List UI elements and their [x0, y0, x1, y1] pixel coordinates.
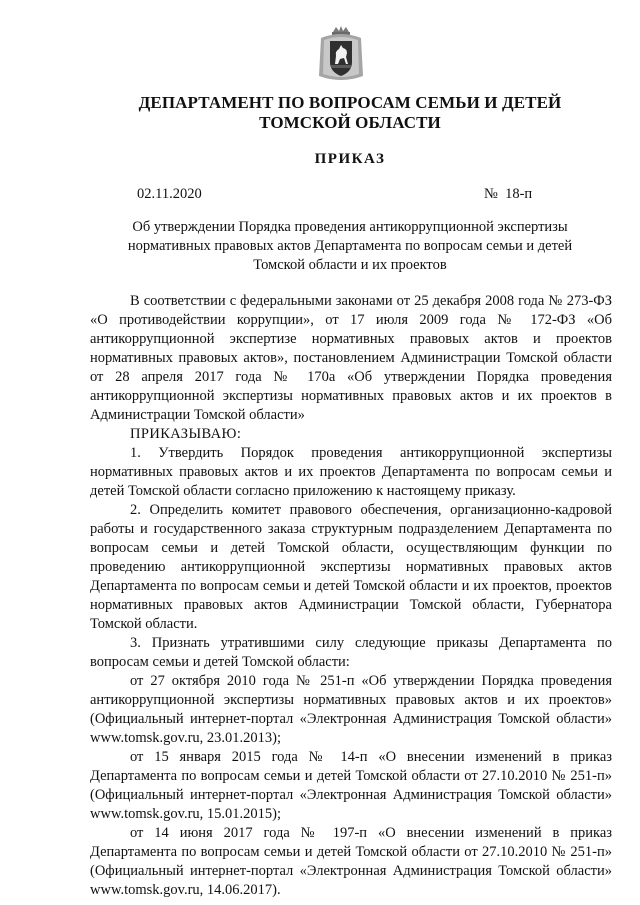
clause-2: 2. Определить комитет правового обеспечения, организационно-кадровой работы и государственного заказа структурным подразделением Департамента по вопросам семьи и детей Томской области, осуществляющим функции по проведению антикоррупционной экспертизы нормативных правовых актов Департамента по вопросам семьи и детей Томской области и их проектов, проектов нормативных правовых актов Администрации Томской области, Губернатора Томской области.	[90, 502, 612, 632]
subject-line: нормативных правовых актов Департамента по вопросам семьи и детей	[127, 238, 573, 254]
organization-name-line2: ТОМСКОЙ ОБЛАСТИ	[259, 113, 441, 132]
document-date: 02.11.2020	[137, 186, 202, 202]
subject-line: Об утверждении Порядка проведения антикоррупционной экспертизы	[132, 219, 568, 235]
preamble-paragraph: В соответствии с федеральными законами от 25 декабря 2008 года № 273-ФЗ «О противодействии коррупции», от 17 июля 2009 года № 172-ФЗ «Об антикоррупционной экспертизе нормативных правовых актов и проектов нормативных правовых актов», постановлением Администрации Томской области от 28 апреля 2017 года № 170а «Об утверждении Порядка проведения антикоррупционной экспертизы нормативных правовых актов и их проектов в Администрации Томской области»	[90, 293, 612, 423]
tomsk-oblast-coat-of-arms-icon	[316, 24, 366, 84]
clause-3: 3. Признать утратившими силу следующие приказы Департамента по вопросам семьи и детей Томской области:	[90, 635, 612, 670]
repealed-order-2: от 15 января 2015 года № 14-п «О внесении изменений в приказ Департамента по вопросам семьи и детей Томской области от 27.10.2010 № 251-п» (Официальный интернет-портал «Электронная Администрация Томской области» www.tomsk.gov.ru, 15.01.2015);	[90, 749, 612, 822]
repealed-order-1: от 27 октября 2010 года № 251-п «Об утверждении Порядка проведения антикоррупционной экспертизы нормативных правовых актов и их проектов» (Официальный интернет-портал «Электронная Администрация Томской области» www.tomsk.gov.ru, 23.01.2013);	[90, 673, 612, 746]
document-number: № 18-п	[484, 186, 533, 202]
clause-1: 1. Утвердить Порядок проведения антикоррупционной экспертизы нормативных правовых актов и их проектов Департамента по вопросам семьи и детей Томской области согласно приложению к настоящему приказу.	[90, 445, 612, 499]
organization-name-line1: ДЕПАРТАМЕНТ ПО ВОПРОСАМ СЕМЬИ И ДЕТЕЙ	[138, 93, 562, 112]
document-body	[90, 292, 612, 900]
document-type: ПРИКАЗ	[314, 151, 386, 167]
document-subject	[60, 218, 640, 275]
repealed-order-3: от 14 июня 2017 года № 197-п «О внесении изменений в приказ Департамента по вопросам семьи и детей Томской области от 27.10.2010 № 251-п» (Официальный интернет-портал «Электронная Администрация Томской области» www.tomsk.gov.ru, 14.06.2017).	[90, 825, 612, 898]
decree-word: ПРИКАЗЫВАЮ:	[130, 426, 242, 442]
subject-line: Томской области и их проектов	[253, 257, 447, 273]
